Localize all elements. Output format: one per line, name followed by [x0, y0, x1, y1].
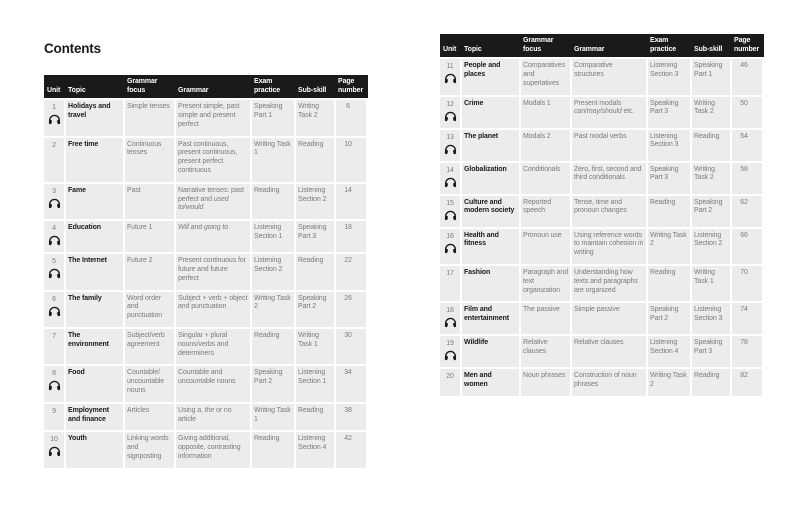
unit-number: 12	[446, 100, 454, 108]
grammar-italic-segment: going to	[203, 224, 229, 232]
table-row	[440, 303, 764, 334]
subskill-cell: Writing Task 2	[296, 100, 334, 135]
page-cell: 18	[336, 221, 366, 252]
exam-cell: Speaking Part 3	[648, 163, 690, 194]
grammar-segment: etc.	[621, 108, 635, 116]
exam-cell: Reading	[648, 196, 690, 227]
table-row	[440, 59, 764, 94]
page-cell: 74	[732, 303, 762, 334]
table-row	[440, 163, 764, 194]
grammar-cell: Giving additional, opposite, contrasting information	[176, 432, 250, 467]
headphones-icon	[440, 317, 460, 328]
grammar-cell: Simple passive	[572, 303, 646, 334]
focus-cell: Comparatives and superlatives	[521, 59, 570, 94]
table-row	[440, 336, 764, 367]
headphones-icon	[440, 73, 460, 84]
grammar-segment: Present modals	[574, 99, 622, 107]
page-cell: 58	[732, 163, 762, 194]
unit-cell	[44, 329, 64, 364]
subskill-cell: Speaking Part 3	[296, 221, 334, 252]
subskill-cell: Speaking Part 2	[692, 196, 730, 227]
focus-cell: Countable/ uncountable nouns	[125, 366, 174, 401]
focus-cell: Paragraph and text organization	[521, 266, 570, 301]
unit-cell	[440, 229, 460, 264]
unit-cell	[44, 366, 64, 401]
grammar-cell: Subject + verb + object and punctuation	[176, 292, 250, 327]
focus-cell: Future 1	[125, 221, 174, 252]
topic-cell: Crime	[462, 97, 519, 128]
headphones-icon	[44, 446, 64, 457]
page-cell: 66	[732, 229, 762, 264]
col-header-focus: Grammar focus	[127, 78, 158, 94]
unit-number: 4	[52, 225, 56, 233]
subskill-cell: Listening Section 3	[692, 303, 730, 334]
page-cell: 42	[336, 432, 366, 467]
unit-cell	[440, 130, 460, 161]
headphones-icon	[44, 380, 64, 391]
subskill-cell: Writing Task 1	[296, 329, 334, 364]
exam-cell: Speaking Part 2	[648, 303, 690, 334]
grammar-cell: Singular + plural nouns/verbs and determiners	[176, 329, 250, 364]
page-cell: 46	[732, 59, 762, 94]
unit-cell	[44, 138, 64, 182]
table-row	[440, 369, 764, 396]
topic-cell: Film and entertainment	[462, 303, 519, 334]
focus-cell: Pronoun use	[521, 229, 570, 264]
col-header-subskill: Sub-skill	[694, 45, 723, 53]
subskill-cell: Reading	[296, 404, 334, 431]
subskill-cell: Writing Task 2	[692, 163, 730, 194]
exam-cell: Writing Task 2	[648, 369, 690, 396]
unit-number: 9	[52, 407, 56, 415]
table-row	[44, 100, 368, 135]
topic-cell: Globalization	[462, 163, 519, 194]
page-cell: 14	[336, 184, 366, 219]
unit-cell	[440, 336, 460, 367]
topic-cell: The planet	[462, 130, 519, 161]
unit-cell	[44, 184, 64, 219]
table-row	[44, 329, 368, 364]
focus-cell: Modals 1	[521, 97, 570, 128]
grammar-cell	[572, 97, 646, 128]
page-cell: 26	[336, 292, 366, 327]
unit-number: 10	[50, 436, 58, 444]
grammar-cell: Using reference words to maintain cohesion in writing	[572, 229, 646, 264]
unit-cell	[44, 221, 64, 252]
page-cell: 10	[336, 138, 366, 182]
grammar-cell: Countable and uncountable nouns	[176, 366, 250, 401]
grammar-italic-segment: can/may/should	[574, 108, 622, 116]
col-header-grammar: Grammar	[178, 86, 209, 94]
grammar-segment: or no article	[178, 406, 232, 423]
headphones-icon	[44, 268, 64, 279]
focus-cell: Future 2	[125, 254, 174, 289]
col-header-page: Page number	[338, 78, 364, 94]
exam-cell: Listening Section 3	[648, 59, 690, 94]
table-row	[44, 404, 368, 431]
headphones-icon	[440, 111, 460, 122]
grammar-cell	[176, 184, 250, 219]
exam-cell: Listening Section 4	[648, 336, 690, 367]
topic-cell: Fame	[66, 184, 123, 219]
exam-cell: Writing Task 1	[252, 404, 294, 431]
col-header-unit: Unit	[443, 45, 457, 53]
unit-cell	[440, 163, 460, 194]
focus-cell: Word order and punctuation	[125, 292, 174, 327]
table-row	[44, 184, 368, 219]
focus-cell: The passive	[521, 303, 570, 334]
grammar-cell: Understanding how texts and paragraphs are organized	[572, 266, 646, 301]
grammar-segment: and	[188, 224, 204, 232]
focus-cell: Continuous tenses	[125, 138, 174, 182]
topic-cell: Free time	[66, 138, 123, 182]
focus-cell: Relative clauses	[521, 336, 570, 367]
page-title: Contents	[44, 41, 101, 57]
table-header-row	[440, 34, 764, 57]
focus-cell: Articles	[125, 404, 174, 431]
subskill-cell: Listening Section 2	[296, 184, 334, 219]
table-row	[44, 138, 368, 182]
col-header-focus: Grammar focus	[523, 37, 554, 53]
subskill-cell: Reading	[296, 254, 334, 289]
unit-cell	[44, 292, 64, 327]
subskill-cell: Reading	[692, 130, 730, 161]
grammar-italic-segment: a	[197, 406, 202, 414]
grammar-segment: Narrative tenses: past perfect and	[178, 186, 244, 203]
grammar-segment: Using	[178, 406, 198, 414]
unit-number: 18	[446, 307, 454, 315]
exam-cell: Writing Task 2	[252, 292, 294, 327]
table-row	[440, 266, 764, 301]
exam-cell: Listening Section 1	[252, 221, 294, 252]
unit-cell	[440, 266, 460, 301]
exam-cell: Writing Task 2	[648, 229, 690, 264]
contents-table-units-1-10	[44, 75, 368, 468]
topic-cell: Wildlife	[462, 336, 519, 367]
topic-cell: People and places	[462, 59, 519, 94]
topic-cell: The family	[66, 292, 123, 327]
topic-cell: Education	[66, 221, 123, 252]
unit-cell	[44, 254, 64, 289]
unit-number: 20	[446, 373, 454, 381]
contents-table-units-11-20	[440, 34, 764, 396]
grammar-italic-segment: used to/would	[178, 195, 229, 212]
unit-number: 13	[446, 133, 454, 141]
topic-cell: Men and women	[462, 369, 519, 396]
col-header-page: Page number	[734, 37, 760, 53]
grammar-cell	[176, 221, 250, 252]
headphones-icon	[44, 198, 64, 209]
page-cell: 82	[732, 369, 762, 396]
headphones-icon	[440, 243, 460, 254]
table-row	[440, 97, 764, 128]
topic-cell: Employment and finance	[66, 404, 123, 431]
table-row	[44, 254, 368, 289]
grammar-segment: ,	[201, 406, 205, 414]
unit-cell	[440, 59, 460, 94]
page-cell: 30	[336, 329, 366, 364]
unit-number: 3	[52, 187, 56, 195]
page-cell: 50	[732, 97, 762, 128]
subskill-cell: Writing Task 1	[692, 266, 730, 301]
focus-cell: Linking words and signposting	[125, 432, 174, 467]
page-cell: 34	[336, 366, 366, 401]
grammar-cell: Past modal verbs	[572, 130, 646, 161]
exam-cell: Reading	[648, 266, 690, 301]
unit-cell	[440, 303, 460, 334]
table-row	[44, 432, 368, 467]
topic-cell: Youth	[66, 432, 123, 467]
unit-number: 5	[52, 258, 56, 266]
unit-cell	[440, 97, 460, 128]
unit-number: 15	[446, 199, 454, 207]
exam-cell: Reading	[252, 432, 294, 467]
topic-cell: The Internet	[66, 254, 123, 289]
unit-cell	[44, 100, 64, 135]
unit-number: 11	[446, 63, 454, 71]
exam-cell: Listening Section 2	[252, 254, 294, 289]
col-header-exam: Exam practice	[254, 78, 281, 94]
exam-cell: Speaking Part 1	[252, 100, 294, 135]
focus-cell: Past	[125, 184, 174, 219]
grammar-cell: Comparative structures	[572, 59, 646, 94]
unit-number: 17	[446, 269, 454, 277]
page-cell: 54	[732, 130, 762, 161]
subskill-cell: Writing Task 2	[692, 97, 730, 128]
table-row	[44, 366, 368, 401]
focus-cell: Simple tenses	[125, 100, 174, 135]
topic-cell: Health and fitness	[462, 229, 519, 264]
unit-number: 8	[52, 370, 56, 378]
col-header-grammar: Grammar	[574, 45, 605, 53]
unit-number: 2	[52, 141, 56, 149]
grammar-italic-segment: the	[204, 406, 215, 414]
subskill-cell: Speaking Part 3	[692, 336, 730, 367]
exam-cell: Writing Task 1	[252, 138, 294, 182]
subskill-cell: Speaking Part 2	[296, 292, 334, 327]
col-header-subskill: Sub-skill	[298, 86, 327, 94]
unit-number: 7	[52, 332, 56, 340]
focus-cell: Subject/verb agreement	[125, 329, 174, 364]
headphones-icon	[440, 350, 460, 361]
focus-cell: Noun phrases	[521, 369, 570, 396]
page-cell: 6	[336, 100, 366, 135]
headphones-icon	[44, 235, 64, 246]
page-cell: 62	[732, 196, 762, 227]
col-header-topic: Topic	[464, 45, 482, 53]
grammar-cell: Construction of noun phrases	[572, 369, 646, 396]
topic-cell: Holidays and travel	[66, 100, 123, 135]
grammar-cell: Past continuous, present continuous, present perfect continuous	[176, 138, 250, 182]
unit-number: 16	[446, 232, 454, 240]
exam-cell: Reading	[252, 329, 294, 364]
topic-cell: The environment	[66, 329, 123, 364]
topic-cell: Fashion	[462, 266, 519, 301]
page-cell: 70	[732, 266, 762, 301]
page-cell: 38	[336, 404, 366, 431]
exam-cell: Speaking Part 2	[252, 366, 294, 401]
unit-number: 14	[446, 166, 454, 174]
headphones-icon	[440, 177, 460, 188]
headphones-icon	[440, 210, 460, 221]
table-row	[44, 292, 368, 327]
unit-number: 1	[52, 104, 56, 112]
exam-cell: Reading	[252, 184, 294, 219]
table-row	[44, 221, 368, 252]
grammar-cell	[176, 404, 250, 431]
topic-cell: Food	[66, 366, 123, 401]
subskill-cell: Reading	[692, 369, 730, 396]
grammar-cell: Zero, first, second and third conditionals	[572, 163, 646, 194]
headphones-icon	[440, 144, 460, 155]
subskill-cell: Listening Section 2	[692, 229, 730, 264]
unit-number: 6	[52, 295, 56, 303]
subskill-cell: Listening Section 1	[296, 366, 334, 401]
exam-cell: Listening Section 3	[648, 130, 690, 161]
unit-cell	[440, 369, 460, 396]
subskill-cell: Listening Section 4	[296, 432, 334, 467]
unit-cell	[440, 196, 460, 227]
focus-cell: Reported speech	[521, 196, 570, 227]
page-cell: 22	[336, 254, 366, 289]
table-row	[440, 130, 764, 161]
grammar-italic-segment: Will	[178, 224, 189, 232]
table-row	[440, 229, 764, 264]
grammar-cell: Present continuous for future and future perfect	[176, 254, 250, 289]
exam-cell: Speaking Part 3	[648, 97, 690, 128]
focus-cell: Modals 2	[521, 130, 570, 161]
unit-cell	[44, 432, 64, 467]
grammar-cell: Relative clauses	[572, 336, 646, 367]
unit-number: 19	[446, 340, 454, 348]
page-cell: 78	[732, 336, 762, 367]
topic-cell: Culture and modern society	[462, 196, 519, 227]
grammar-cell: Present simple, past simple and present perfect	[176, 100, 250, 135]
unit-cell	[44, 404, 64, 431]
table-header-row	[44, 75, 368, 98]
col-header-topic: Topic	[68, 86, 86, 94]
headphones-icon	[44, 114, 64, 125]
focus-cell: Conditionals	[521, 163, 570, 194]
headphones-icon	[44, 306, 64, 317]
col-header-unit: Unit	[47, 86, 61, 94]
col-header-exam: Exam practice	[650, 37, 677, 53]
subskill-cell: Speaking Part 1	[692, 59, 730, 94]
subskill-cell: Reading	[296, 138, 334, 182]
grammar-cell: Tense, time and pronoun changes	[572, 196, 646, 227]
table-row	[440, 196, 764, 227]
